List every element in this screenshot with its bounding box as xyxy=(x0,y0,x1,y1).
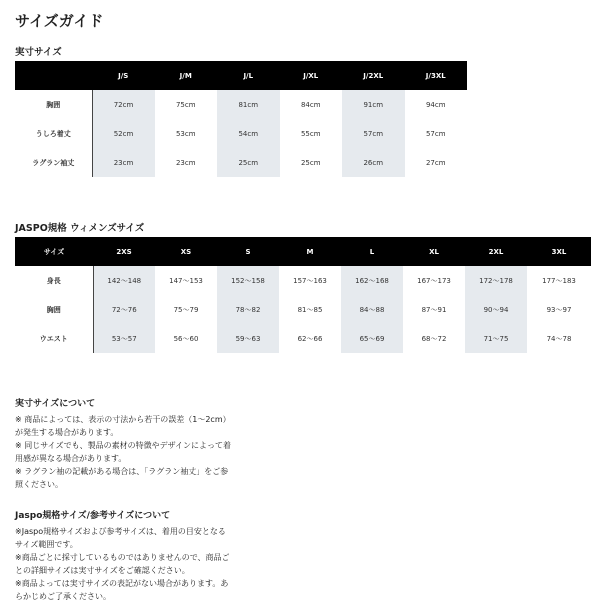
table-cell: 75cm xyxy=(175,100,196,109)
table-cell: 59～63 xyxy=(217,324,279,353)
table-cell: 54cm xyxy=(217,119,280,148)
note-line: 用感が異なる場合があります。 xyxy=(15,454,127,463)
table-row xyxy=(15,148,467,177)
column-header: 3XL xyxy=(527,237,591,266)
note-line: ※ 同じサイズでも、製品の素材の特徴やデザインによって着 xyxy=(15,441,232,450)
table-cell: 172～178 xyxy=(465,266,527,295)
table-row xyxy=(15,295,591,324)
table-cell: 56～60 xyxy=(173,334,199,343)
table-cell: 27cm xyxy=(425,158,446,167)
column-header: S xyxy=(217,237,279,266)
actual-size-section-title: 実寸サイズ xyxy=(15,47,62,58)
table-cell: 87～91 xyxy=(421,305,447,314)
note-line: サイズ範囲です。 xyxy=(15,540,78,549)
note-line: ※ 商品によっては、表示の寸法から若干の誤差（1～2cm） xyxy=(15,415,231,424)
column-header: J/L xyxy=(217,61,280,90)
row-label: うしろ着丈 xyxy=(15,119,92,148)
table-cell: 26cm xyxy=(342,148,405,177)
column-header: 2XL xyxy=(465,237,527,266)
table-cell: 71～75 xyxy=(465,324,527,353)
table-cell: 84～88 xyxy=(341,295,403,324)
column-header: XL xyxy=(403,237,465,266)
jaspo-size-header-row xyxy=(15,237,591,266)
table-cell: 57cm xyxy=(342,119,405,148)
table-cell: 81cm xyxy=(217,90,280,119)
table-cell: 78～82 xyxy=(217,295,279,324)
note-line: らかじめご了承ください。 xyxy=(15,592,111,601)
table-cell: 25cm xyxy=(217,148,280,177)
column-header: J/3XL xyxy=(405,61,468,90)
note-line: ※ ラグラン袖の記載がある場合は、「ラグラン袖丈」をご参 xyxy=(15,467,229,476)
table-row xyxy=(15,266,591,295)
actual-size-notes xyxy=(15,413,265,491)
table-cell: 162～168 xyxy=(341,266,403,295)
table-cell: 65～69 xyxy=(341,324,403,353)
table-cell: 55cm xyxy=(300,129,321,138)
table-cell: 177～183 xyxy=(542,276,576,285)
page-title: サイズガイド xyxy=(15,12,104,30)
row-label: ウエスト xyxy=(15,324,93,353)
table-cell: 93～97 xyxy=(546,305,572,314)
actual-size-table xyxy=(15,61,468,177)
column-header: XS xyxy=(155,237,217,266)
table-cell: 62～66 xyxy=(297,334,323,343)
note-line: ※Jaspo規格サイズおよび参考サイズは、着用の目安となる xyxy=(15,527,226,536)
table-cell: 167～173 xyxy=(417,276,451,285)
table-cell: 72cm xyxy=(92,90,155,119)
table-cell: 74～78 xyxy=(546,334,572,343)
column-header: サイズ xyxy=(15,237,93,266)
note-line: 照ください。 xyxy=(15,480,63,489)
jaspo-size-section-title: JASPO規格 ウィメンズサイズ xyxy=(15,223,145,234)
table-cell: 152～158 xyxy=(217,266,279,295)
jaspo-size-table xyxy=(15,237,591,353)
note-line: が発生する場合があります。 xyxy=(15,428,119,437)
table-cell: 81～85 xyxy=(297,305,323,314)
table-cell: 68～72 xyxy=(421,334,447,343)
note-line: ※商品よっては実寸サイズの表記がない場合があります。あ xyxy=(15,579,229,588)
table-cell: 90～94 xyxy=(465,295,527,324)
table-cell: 72～76 xyxy=(93,295,155,324)
table-cell: 84cm xyxy=(300,100,321,109)
column-header: J/M xyxy=(155,61,218,90)
column-header: J/S xyxy=(92,61,155,90)
table-cell: 25cm xyxy=(300,158,321,167)
table-row xyxy=(15,90,467,119)
table-cell: 147～153 xyxy=(169,276,203,285)
column-header: 2XS xyxy=(93,237,155,266)
jaspo-notes xyxy=(15,525,265,603)
table-cell: 142～148 xyxy=(93,266,155,295)
table-cell: 57cm xyxy=(425,129,446,138)
column-header: J/2XL xyxy=(342,61,405,90)
table-cell: 52cm xyxy=(92,119,155,148)
note-line: との詳細サイズは実寸サイズをご確認ください。 xyxy=(15,566,190,575)
table-cell: 157～163 xyxy=(293,276,327,285)
table-cell: 23cm xyxy=(92,148,155,177)
jaspo-notes-title: Jaspo規格サイズ/参考サイズについて xyxy=(15,511,171,521)
row-label: 胸囲 xyxy=(15,295,93,324)
row-label: ラグラン袖丈 xyxy=(15,148,92,177)
table-cell: 91cm xyxy=(342,90,405,119)
table-cell: 75～79 xyxy=(173,305,199,314)
table-row xyxy=(15,324,591,353)
table-row xyxy=(15,119,467,148)
column-header: J/XL xyxy=(280,61,343,90)
row-label: 胸囲 xyxy=(15,90,92,119)
column-header: L xyxy=(341,237,403,266)
table-cell: 53～57 xyxy=(93,324,155,353)
column-header xyxy=(15,61,92,90)
actual-size-header-row xyxy=(15,61,467,90)
table-cell: 94cm xyxy=(425,100,446,109)
note-line: ※商品ごとに採寸しているものではありませんので、商品ご xyxy=(15,553,230,562)
table-cell: 23cm xyxy=(175,158,196,167)
table-cell: 53cm xyxy=(175,129,196,138)
row-label: 身長 xyxy=(15,266,93,295)
actual-size-notes-title: 実寸サイズについて xyxy=(15,399,96,409)
column-header: M xyxy=(279,237,341,266)
